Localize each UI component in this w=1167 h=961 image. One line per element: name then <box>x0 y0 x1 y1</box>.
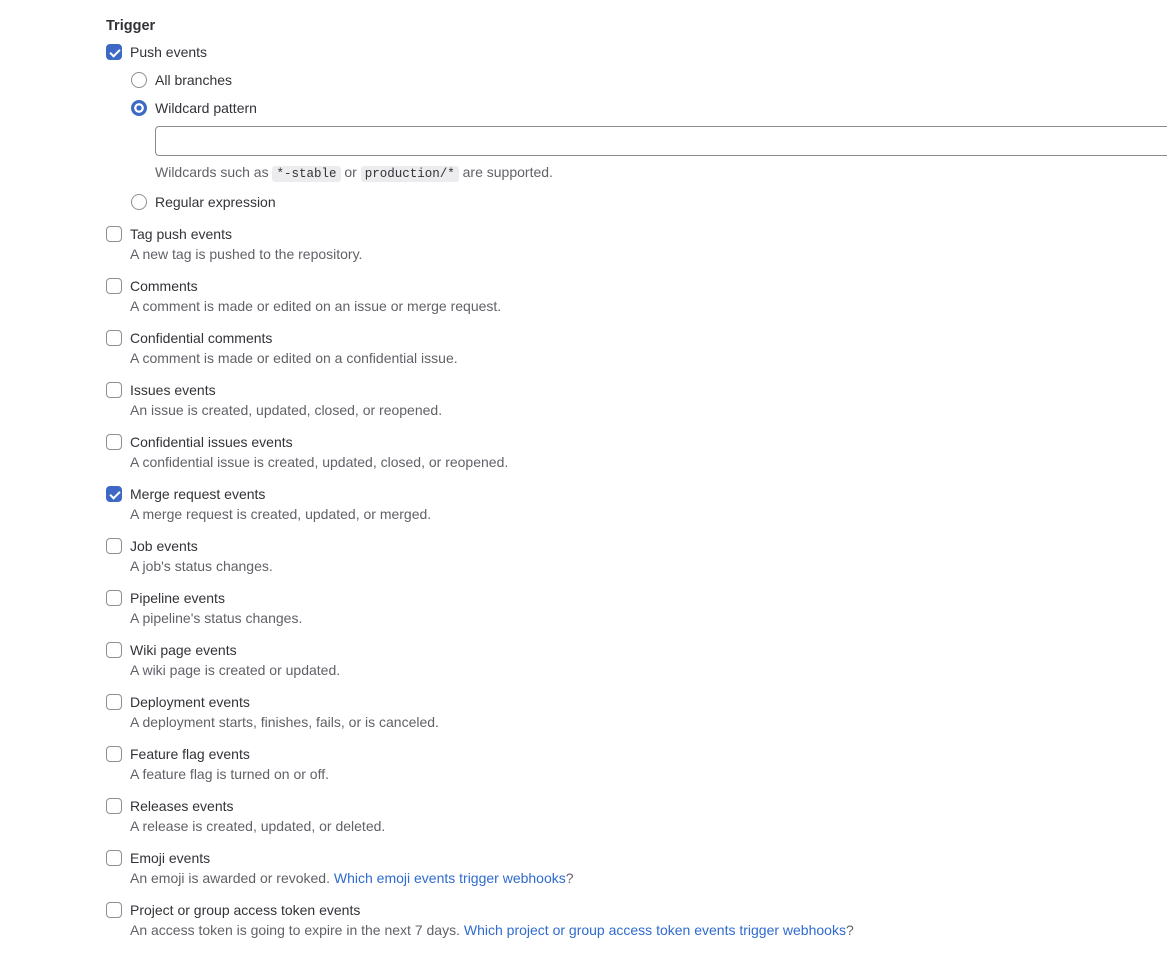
description-text: An issue is created, updated, closed, or reopened. <box>130 402 443 418</box>
event-item-deployment <box>106 692 1167 732</box>
event-item-merge-request <box>106 484 1167 524</box>
description-text: A pipeline's status changes. <box>130 610 303 626</box>
push-events-row <box>106 42 1167 62</box>
push-events-checkbox[interactable] <box>106 44 122 60</box>
event-item-confidential-comments <box>106 328 1167 368</box>
job-description <box>130 556 1167 576</box>
wildcard-pattern-row <box>131 98 1167 118</box>
event-item-job <box>106 536 1167 576</box>
confidential-issues-description <box>130 452 1167 472</box>
wildcard-pattern-label[interactable]: Wildcard pattern <box>155 100 257 116</box>
event-item-access-token <box>106 900 1167 940</box>
all-branches-radio[interactable] <box>131 72 147 88</box>
access-token-description <box>130 920 1167 940</box>
merge-request-description <box>130 504 1167 524</box>
merge-request-label[interactable]: Merge request events <box>130 486 266 502</box>
push-events-section <box>106 42 1167 212</box>
event-item-confidential-issues <box>106 432 1167 472</box>
regular-expression-row <box>131 192 1167 212</box>
emoji-webhooks-help-link[interactable]: Which emoji events trigger webhooks <box>333 870 566 886</box>
tag-push-description <box>130 244 1167 264</box>
emoji-label[interactable]: Emoji events <box>130 850 211 866</box>
trigger-heading: Trigger <box>106 18 156 34</box>
comments-label[interactable]: Comments <box>130 278 198 294</box>
releases-description <box>130 816 1167 836</box>
job-checkbox[interactable] <box>106 538 122 554</box>
wiki-page-checkbox[interactable] <box>106 642 122 658</box>
regular-expression-radio[interactable] <box>131 194 147 210</box>
events-list <box>106 224 1167 940</box>
wiki-page-label[interactable]: Wiki page events <box>130 642 237 658</box>
description-text: A comment is made or edited on a confidential issue. <box>130 350 458 366</box>
description-text: An emoji is awarded or revoked. <box>130 870 334 886</box>
after-link-text: ? <box>565 870 574 886</box>
deployment-label[interactable]: Deployment events <box>130 694 250 710</box>
all-branches-row <box>131 70 1167 90</box>
tag-push-label[interactable]: Tag push events <box>130 226 232 242</box>
confidential-comments-description <box>130 348 1167 368</box>
event-item-comments <box>106 276 1167 316</box>
emoji-description <box>130 868 1167 888</box>
confidential-issues-label[interactable]: Confidential issues events <box>130 434 293 450</box>
description-text: A new tag is pushed to the repository. <box>130 246 363 262</box>
pipeline-label[interactable]: Pipeline events <box>130 590 225 606</box>
emoji-checkbox[interactable] <box>106 850 122 866</box>
wildcard-pattern-input[interactable] <box>155 126 1167 156</box>
event-item-feature-flag <box>106 744 1167 784</box>
comments-description <box>130 296 1167 316</box>
wildcard-example-code: production/* <box>361 166 459 182</box>
job-label[interactable]: Job events <box>130 538 198 554</box>
tag-push-checkbox[interactable] <box>106 226 122 242</box>
pipeline-description <box>130 608 1167 628</box>
description-text: An access token is going to expire in the next 7 days. <box>130 922 464 938</box>
wildcard-help-part1: Wildcards such as <box>155 164 273 180</box>
wildcard-help-part2: or <box>340 164 361 180</box>
comments-checkbox[interactable] <box>106 278 122 294</box>
wildcard-example-code: *-stable <box>272 166 340 182</box>
description-text: A confidential issue is created, updated, closed, or reopened. <box>130 454 509 470</box>
wildcard-pattern-radio[interactable] <box>131 100 147 116</box>
description-text: A comment is made or edited on an issue or merge request. <box>130 298 502 314</box>
confidential-issues-checkbox[interactable] <box>106 434 122 450</box>
description-text: A deployment starts, finishes, fails, or is canceled. <box>130 714 439 730</box>
confidential-comments-checkbox[interactable] <box>106 330 122 346</box>
regular-expression-label[interactable]: Regular expression <box>155 194 276 210</box>
all-branches-label[interactable]: All branches <box>155 72 233 88</box>
feature-flag-checkbox[interactable] <box>106 746 122 762</box>
merge-request-checkbox[interactable] <box>106 486 122 502</box>
releases-label[interactable]: Releases events <box>130 798 234 814</box>
event-item-issues <box>106 380 1167 420</box>
confidential-comments-label[interactable]: Confidential comments <box>130 330 273 346</box>
description-text: A release is created, updated, or deleted. <box>130 818 386 834</box>
feature-flag-label[interactable]: Feature flag events <box>130 746 250 762</box>
access-token-checkbox[interactable] <box>106 902 122 918</box>
description-text: A feature flag is turned on or off. <box>130 766 329 782</box>
push-events-label[interactable]: Push events <box>130 44 208 60</box>
wildcard-help-text <box>155 162 1167 184</box>
event-item-tag-push <box>106 224 1167 264</box>
description-text: A job's status changes. <box>130 558 273 574</box>
access-token-label[interactable]: Project or group access token events <box>130 902 361 918</box>
deployment-description <box>130 712 1167 732</box>
after-link-text: ? <box>845 922 854 938</box>
issues-label[interactable]: Issues events <box>130 382 216 398</box>
pipeline-checkbox[interactable] <box>106 590 122 606</box>
description-text: A merge request is created, updated, or merged. <box>130 506 432 522</box>
issues-description <box>130 400 1167 420</box>
event-item-emoji <box>106 848 1167 888</box>
event-item-releases <box>106 796 1167 836</box>
access-token-webhooks-help-link[interactable]: Which project or group access token events trigger webhooks <box>463 922 846 938</box>
releases-checkbox[interactable] <box>106 798 122 814</box>
description-text: A wiki page is created or updated. <box>130 662 341 678</box>
event-item-pipeline <box>106 588 1167 628</box>
branch-filter-radio-group <box>131 70 1167 212</box>
issues-checkbox[interactable] <box>106 382 122 398</box>
wiki-page-description <box>130 660 1167 680</box>
deployment-checkbox[interactable] <box>106 694 122 710</box>
feature-flag-description <box>130 764 1167 784</box>
event-item-wiki-page <box>106 640 1167 680</box>
wildcard-help-part3: are supported. <box>458 164 553 180</box>
